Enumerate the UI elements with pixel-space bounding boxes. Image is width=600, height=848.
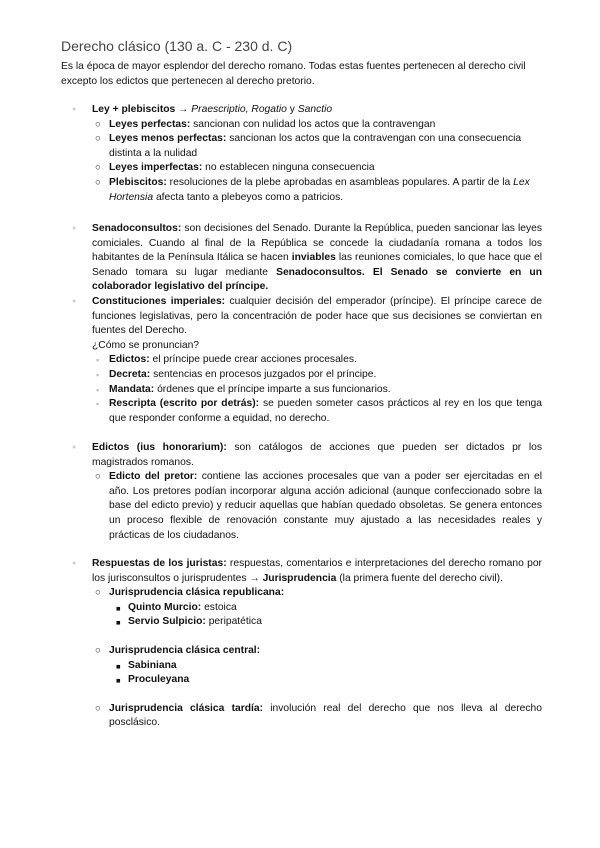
section-juristas	[72, 557, 542, 731]
list-item-juristas	[72, 557, 542, 731]
item-label: Leyes menos perfectas:	[109, 133, 227, 145]
central-sublist	[72, 659, 542, 688]
constituciones-question: ¿Cómo se pronuncian?	[92, 339, 200, 351]
list-item	[72, 368, 542, 383]
list-item-central	[72, 644, 542, 702]
item-label: Decreta:	[109, 368, 151, 380]
item-text: sancionan con nulidad los actos que la contravengan	[190, 118, 436, 130]
edictos-sublist	[72, 470, 542, 543]
senado-text1: son decisiones del Senado. Durante la República, pueden sancionar las leyes comiciales. Cuando al final de la República se concede la ciudadanía romana a todos los habitantes de la Península Itálica se hacen	[92, 223, 542, 264]
item-label: Edicto del pretor:	[109, 471, 198, 483]
central-label: Jurisprudencia clásica central:	[109, 644, 261, 656]
list-item	[72, 470, 542, 543]
intro-paragraph: Es la época de mayor esplendor del derecho romano. Todas estas fuentes pertenecen al derecho civil excepto los edictos que pertenecen al derecho pretorio.	[61, 61, 526, 87]
republicana-sublist	[72, 601, 542, 630]
spacer	[109, 688, 542, 702]
list-item-tardia	[72, 702, 542, 731]
constituciones-sublist	[72, 353, 542, 426]
list-item-constituciones	[72, 295, 542, 426]
list-item	[72, 673, 542, 688]
tardia-text: involución real del derecho que nos lleva al derecho posclásico.	[109, 702, 542, 729]
item-text: no establecen ninguna consecuencia	[202, 162, 375, 174]
juristas-sublist	[72, 586, 542, 731]
item-text: se pueden someter casos prácticos al rey en los que tenga que responder conforme a equidad, no derecho.	[109, 398, 542, 424]
list-item	[72, 118, 542, 133]
item-text: sancionan los actos que la contravengan con una consecuencia distinta a la nulidad	[109, 133, 522, 159]
item-label: Plebiscitos:	[109, 176, 167, 188]
page-title: Derecho clásico (130 a. C - 230 d. C)	[61, 38, 293, 54]
ley-label: Ley + plebiscitos	[92, 104, 176, 115]
item-label: Quinto Murcio:	[128, 601, 202, 613]
juristas-label: Respuestas de los juristas:	[92, 558, 227, 569]
senado-text2: las reuniones comiciales, lo que hace que el Senado tomara su lugar mediante	[92, 252, 543, 278]
item-label: Edictos:	[109, 354, 150, 366]
juristas-text1: respuestas, comentarios e interpretaciones del derecho romano por los jurisconsultos o jurisprudentes →	[92, 558, 542, 584]
ley-arrow: →	[175, 104, 192, 115]
list-item-senado	[72, 222, 542, 295]
list-item-edictos	[72, 441, 542, 543]
item-text: contiene las acciones procesales que van a poder ser ejercitadas en el año. Los pretores podían incorporar alguna acción adicional (aunque confeccionado sobre la base del edicto previo) y reducir aquellas que habían quedado obsoletas. Se genera entonces un proceso flexible de renovación constante muy ajustado a las necesidades reales y prácticas de los ciudadanos.	[109, 471, 542, 541]
senado-bold1: inviables	[291, 252, 336, 264]
edictos-label: Edictos (ius honorarium):	[92, 442, 227, 453]
item-label: Mandata:	[109, 383, 155, 395]
juristas-text2: (la primera fuente del derecho civil).	[336, 572, 503, 584]
senado-label: Senadoconsultos:	[92, 223, 182, 234]
list-item	[72, 353, 542, 368]
section-senado-constituciones	[72, 222, 542, 426]
item-text-end: afecta tanto a plebeyos como a patricios.	[153, 191, 344, 203]
constituciones-text: cualquier decisión del emperador (príncipe). El príncipe carece de funciones legislativas, pero la concentración de poder hace que sus decisiones se conviertan en fuentes del Derecho.	[92, 295, 542, 337]
item-text: estoica	[201, 601, 237, 613]
ley-terms: Praescriptio, Rogatio	[191, 104, 287, 115]
list-item	[72, 132, 542, 161]
item-label: Sabiniana	[128, 659, 177, 671]
item-label: Servio Sulpicio:	[128, 616, 206, 628]
senado-bold2: Senadoconsultos	[276, 266, 362, 278]
edictos-text: son catálogos de acciones que pueden ser dictados pr los magistrados romanos.	[92, 442, 542, 468]
list-item	[72, 601, 542, 616]
senado-bold3: El Senado se convierte en un colaborador legislativo del príncipe.	[92, 266, 543, 293]
list-item	[72, 615, 542, 630]
ley-and: y	[286, 104, 298, 115]
item-text: el príncipe puede crear acciones procesales.	[149, 354, 357, 366]
list-item	[72, 659, 542, 674]
list-item-ley	[72, 103, 542, 205]
ley-term-last: Sanctio	[297, 104, 333, 115]
item-label: Leyes perfectas:	[109, 118, 191, 130]
list-item	[72, 176, 542, 205]
section-edictos	[72, 441, 542, 543]
list-item	[72, 161, 542, 176]
list-item	[72, 383, 542, 398]
list-item	[72, 397, 542, 426]
ley-sublist	[72, 118, 542, 206]
item-label: Proculeyana	[128, 674, 190, 686]
republicana-label: Jurisprudencia clásica republicana:	[109, 587, 285, 599]
list-item-republicana	[72, 586, 542, 644]
item-text: órdenes que el príncipe imparte a sus funcionarios.	[154, 383, 391, 395]
item-italic: Lex Hortensia	[109, 176, 530, 203]
spacer	[109, 630, 542, 644]
constituciones-label: Constituciones imperiales:	[92, 295, 226, 307]
item-label: Rescripta (escrito por detrás):	[109, 398, 260, 410]
juristas-bold: Jurisprudencia	[262, 572, 337, 584]
item-text: sentencias en procesos juzgados por el príncipe.	[150, 368, 377, 380]
tardia-label: Jurisprudencia clásica tardía:	[109, 702, 264, 714]
senado-text3: .	[361, 266, 373, 278]
item-label: Leyes imperfectas:	[109, 162, 203, 174]
item-text: peripatética	[205, 616, 262, 628]
item-text: resoluciones de la plebe aprobadas en asambleas populares. A partir de la	[166, 176, 514, 188]
section-ley	[72, 103, 542, 205]
